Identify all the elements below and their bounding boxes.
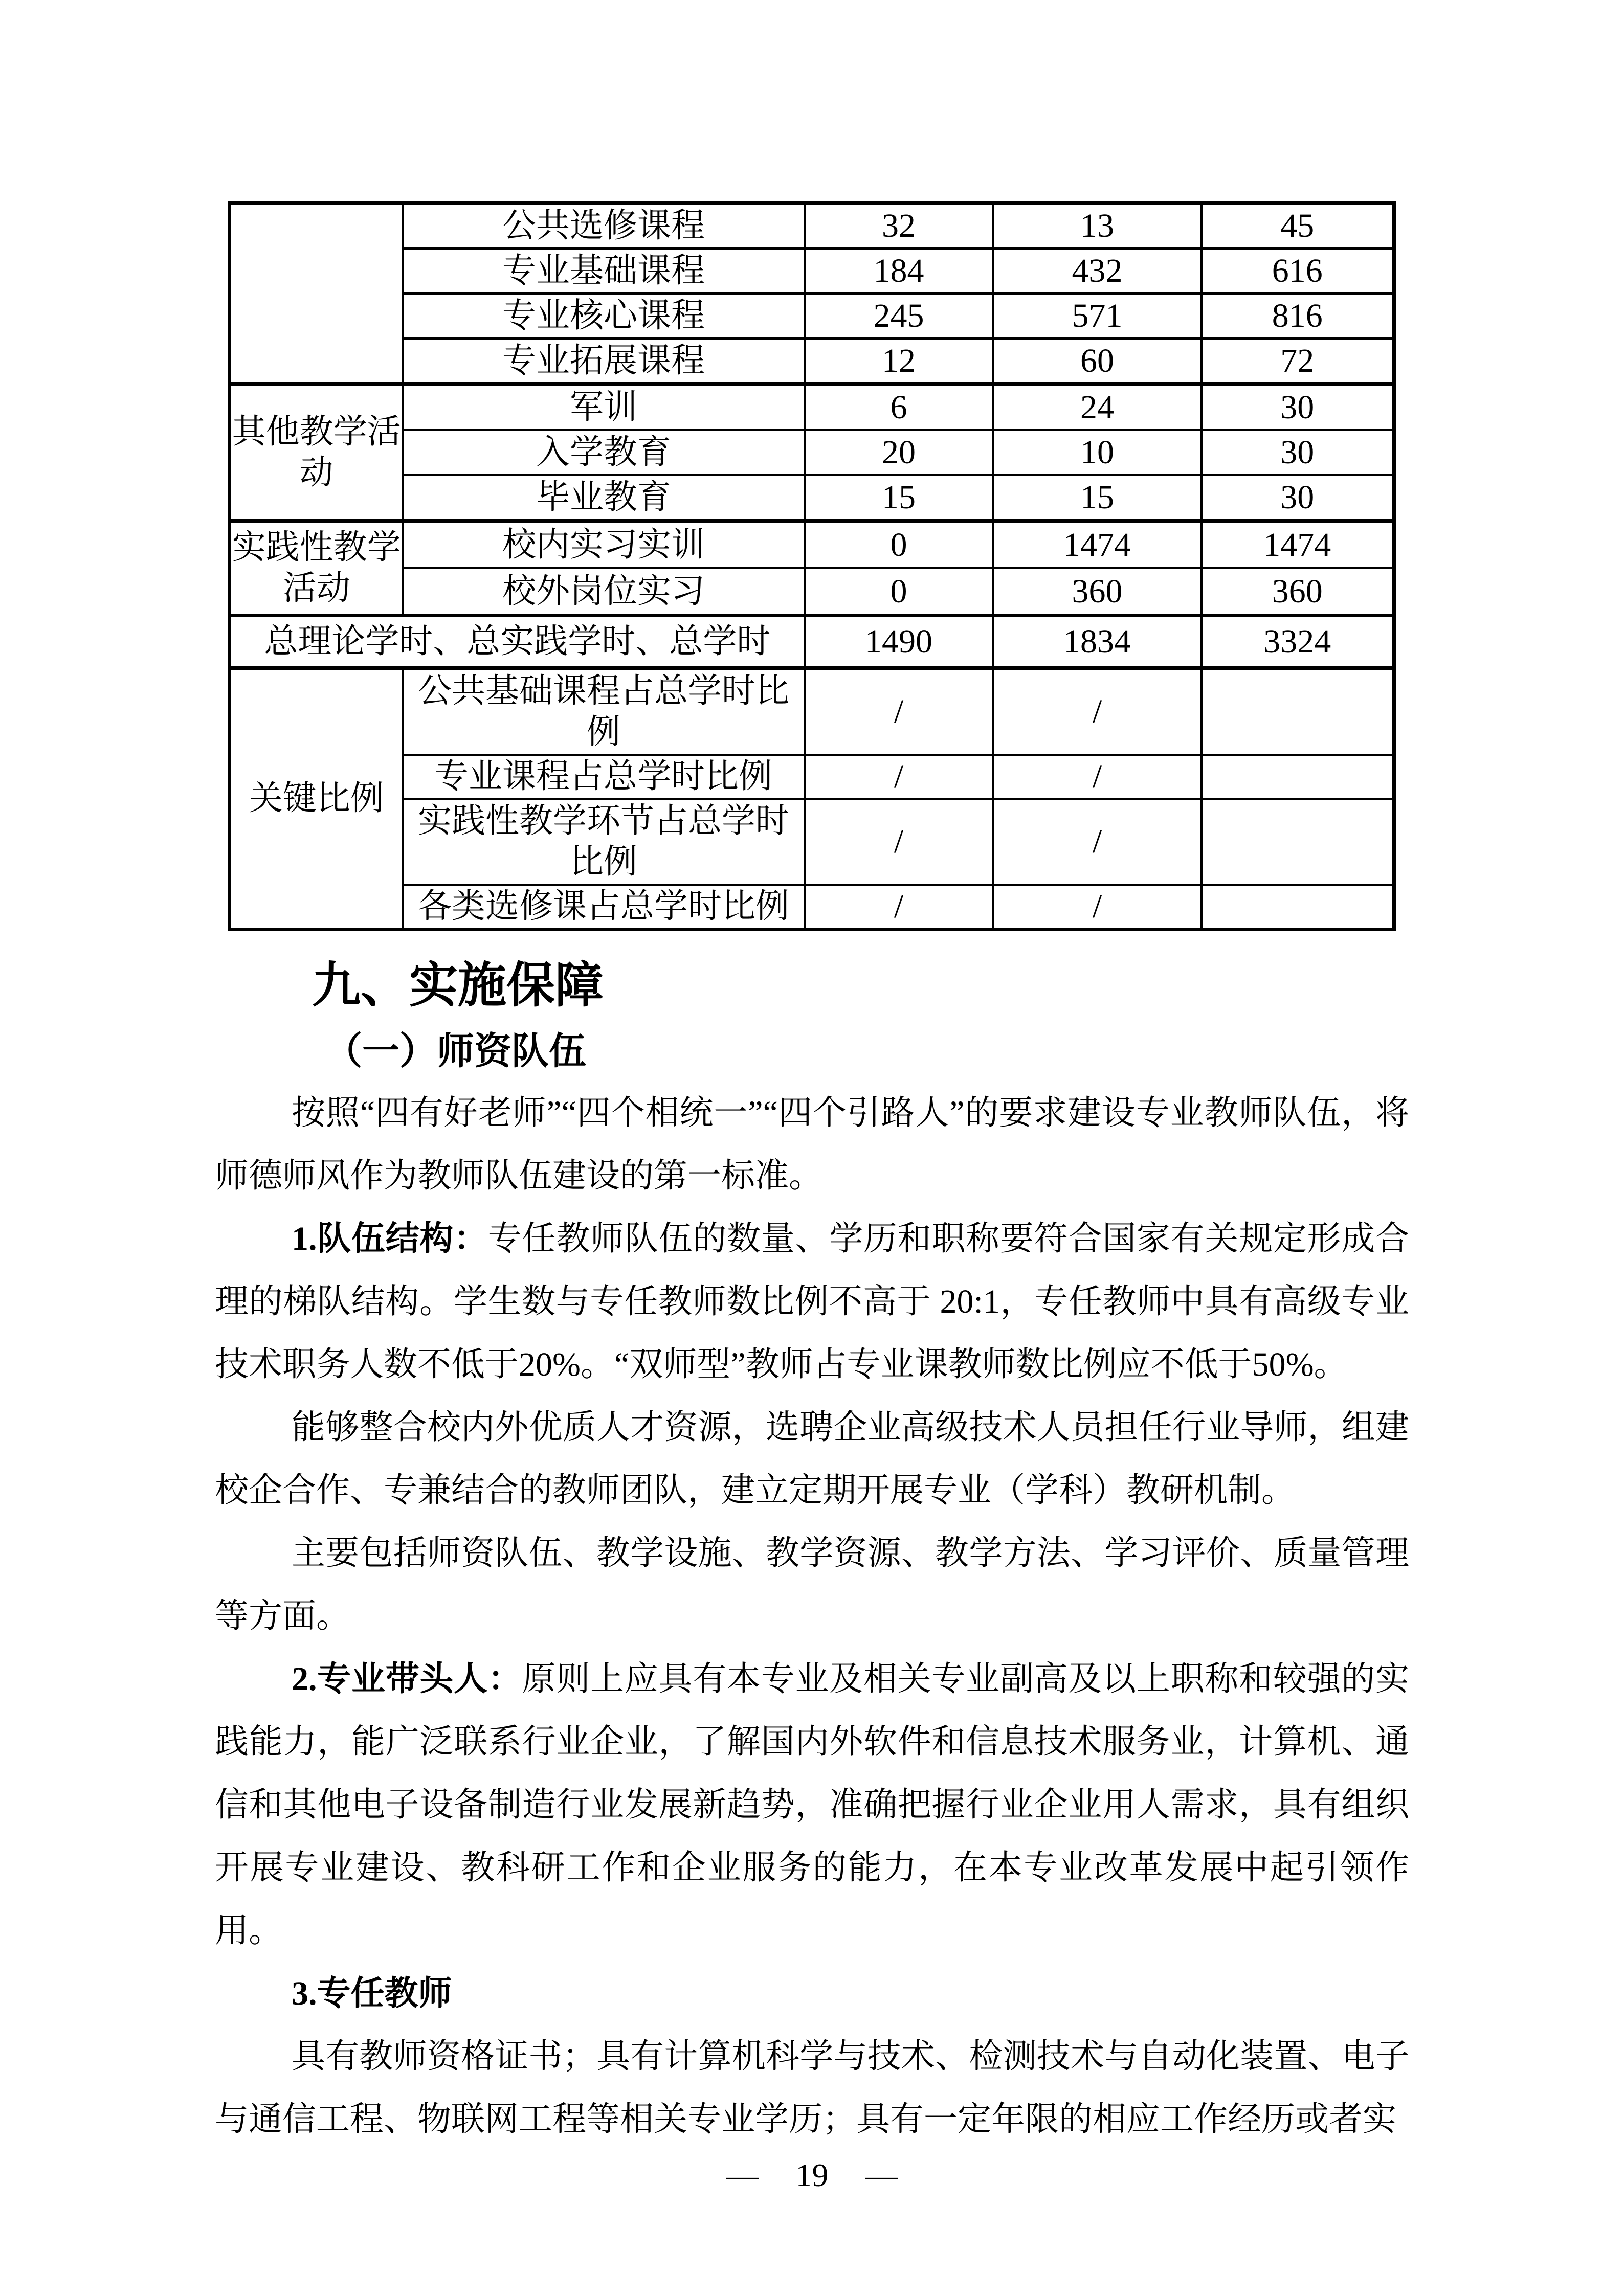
table-row	[230, 885, 1394, 930]
table-cell-total-hours: 45	[1202, 203, 1394, 249]
table-row	[230, 385, 1394, 431]
table-cell-ratio-practice: /	[993, 755, 1202, 799]
table-cell-ratio-name: 实践性教学环节占总学时比例	[403, 799, 805, 885]
table-cell-course-name: 专业拓展课程	[403, 339, 805, 385]
table-row	[230, 339, 1394, 385]
table-row	[230, 249, 1394, 294]
table-cell-practice-hours: 60	[993, 339, 1202, 385]
table-cell-theory-hours: 0	[805, 521, 993, 569]
item-label: 2.专业带头人：	[292, 1660, 522, 1698]
curriculum-hours-table	[228, 201, 1396, 931]
item-label: 1.队伍结构：	[292, 1220, 488, 1257]
table-cell-total-hours: 30	[1202, 475, 1394, 521]
table-cell-ratio-total	[1202, 755, 1394, 799]
table-cell-group-continued	[230, 203, 403, 385]
table-cell-total-hours: 616	[1202, 249, 1394, 294]
footer-dash-left: —	[726, 2157, 759, 2193]
table-cell-ratio-theory: /	[805, 885, 993, 930]
table-cell-theory-hours: 15	[805, 475, 993, 521]
table-cell-theory-hours: 184	[805, 249, 993, 294]
table-row	[230, 568, 1394, 616]
table-cell-totals-label: 总理论学时、总实践学时、总学时	[230, 616, 805, 668]
table-cell-theory-hours: 0	[805, 568, 993, 616]
table-cell-ratio-theory: /	[805, 799, 993, 885]
table-cell-total-hours: 816	[1202, 294, 1394, 339]
table-row	[230, 475, 1394, 521]
table-cell-ratio-total	[1202, 668, 1394, 755]
table-cell-ratio-theory: /	[805, 755, 993, 799]
table-cell-course-name: 入学教育	[403, 430, 805, 475]
table-cell-practice-hours: 13	[993, 203, 1202, 249]
table-cell-course-name: 毕业教育	[403, 475, 805, 521]
table-cell-ratio-total	[1202, 799, 1394, 885]
table-cell-ratio-name: 各类选修课占总学时比例	[403, 885, 805, 930]
table-cell-total-hours: 30	[1202, 430, 1394, 475]
page-number: 19	[795, 2157, 829, 2193]
item-label: 3.专任教师	[292, 1975, 452, 2012]
table-cell-theory-hours: 1490	[805, 616, 993, 668]
page-content	[0, 201, 1624, 2151]
table-cell-theory-hours: 245	[805, 294, 993, 339]
table-cell-group-other-activities: 其他教学活动	[230, 385, 403, 521]
table-cell-total-hours: 30	[1202, 385, 1394, 431]
table-cell-ratio-theory: /	[805, 668, 993, 755]
table-cell-group-key-ratios: 关键比例	[230, 668, 403, 930]
table-cell-course-name: 校内实习实训	[403, 521, 805, 569]
paragraph: 按照“四有好老师”“四个相统一”“四个引路人”的要求建设专业教师队伍，将师德师风作为教师队伍建设的第一标准。	[215, 1094, 1409, 1195]
table-row	[230, 203, 1394, 249]
item-text: 原则上应具有本专业及相关专业副高及以上职称和较强的实践能力，能广泛联系行业企业，了解国内外软件和信息技术服务业，计算机、通信和其他电子设备制造行业发展新趋势，准确把握行业企业用人需求，具有组织开展专业建设、教科研工作和企业服务的能力，在本专业改革发展中起引领作用。	[215, 1660, 1409, 1949]
table-cell-ratio-name: 专业课程占总学时比例	[403, 755, 805, 799]
page-footer	[0, 2154, 1624, 2197]
table-cell-group-practical-activities: 实践性教学活动	[230, 521, 403, 616]
table-row	[230, 799, 1394, 885]
paragraph: 能够整合校内外优质人才资源，选聘企业高级技术人员担任行业导师，组建校企合作、专兼结合的教师团队，建立定期开展专业（学科）教研机制。	[215, 1409, 1409, 1509]
table-row	[230, 755, 1394, 799]
table-cell-practice-hours: 24	[993, 385, 1202, 431]
paragraph: 具有教师资格证书；具有计算机科学与技术、检测技术与自动化装置、电子与通信工程、物联网工程等相关专业学历；具有一定年限的相应工作经历或者实	[215, 2038, 1409, 2138]
table-cell-practice-hours: 15	[993, 475, 1202, 521]
section-heading: 九、实施保障	[312, 958, 604, 1012]
table-cell-practice-hours: 571	[993, 294, 1202, 339]
table-cell-ratio-practice: /	[993, 668, 1202, 755]
table-cell-theory-hours: 20	[805, 430, 993, 475]
table-cell-course-name: 军训	[403, 385, 805, 431]
table-row-totals	[230, 616, 1394, 668]
subsection-heading: （一）师资队伍	[325, 1030, 586, 1072]
table-row	[230, 668, 1394, 755]
table-cell-total-hours: 3324	[1202, 616, 1394, 668]
table-row	[230, 521, 1394, 569]
table-cell-theory-hours: 32	[805, 203, 993, 249]
table-cell-ratio-name: 公共基础课程占总学时比例	[403, 668, 805, 755]
table-cell-practice-hours: 1834	[993, 616, 1202, 668]
table-cell-practice-hours: 1474	[993, 521, 1202, 569]
table-cell-ratio-practice: /	[993, 885, 1202, 930]
table-cell-theory-hours: 6	[805, 385, 993, 431]
table-cell-practice-hours: 432	[993, 249, 1202, 294]
table-cell-course-name: 校外岗位实习	[403, 568, 805, 616]
table-cell-course-name: 公共选修课程	[403, 203, 805, 249]
paragraph	[215, 1648, 1409, 1962]
table-row	[230, 430, 1394, 475]
footer-dash-right: —	[865, 2157, 898, 2193]
paragraph	[215, 1962, 1409, 2025]
item-text: 专任教师队伍的数量、学历和职称要符合国家有关规定形成合理的梯队结构。学生数与专任教师数比例不高于 20:1，专任教师中具有高级专业技术职务人数不低于20%。“双师型”教师占专业课教师数比例应不低于50%。	[215, 1220, 1409, 1383]
table-cell-course-name: 专业核心课程	[403, 294, 805, 339]
table-cell-course-name: 专业基础课程	[403, 249, 805, 294]
table-cell-ratio-practice: /	[993, 799, 1202, 885]
table-cell-practice-hours: 360	[993, 568, 1202, 616]
table-row	[230, 294, 1394, 339]
paragraph	[215, 1207, 1409, 1396]
table-cell-practice-hours: 10	[993, 430, 1202, 475]
table-cell-theory-hours: 12	[805, 339, 993, 385]
table-cell-ratio-total	[1202, 885, 1394, 930]
paragraph: 主要包括师资队伍、教学设施、教学资源、教学方法、学习评价、质量管理等方面。	[215, 1535, 1409, 1635]
table-cell-total-hours: 72	[1202, 339, 1394, 385]
table-cell-total-hours: 360	[1202, 568, 1394, 616]
table-cell-total-hours: 1474	[1202, 521, 1394, 569]
